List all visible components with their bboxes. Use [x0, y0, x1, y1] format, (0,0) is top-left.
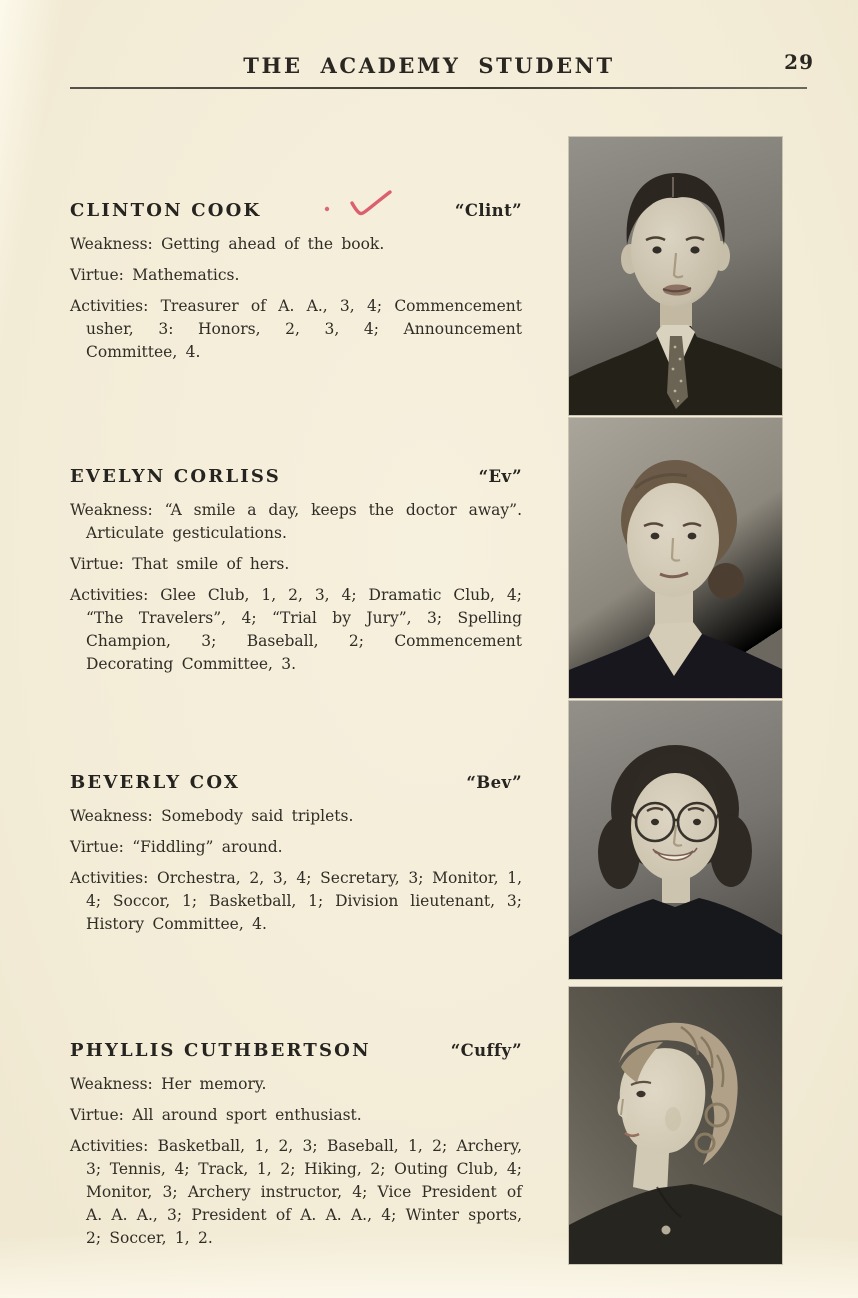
field-value: Her memory. [161, 1075, 267, 1093]
portrait-photo-clinton-cook [569, 137, 782, 415]
portrait-photo-phyllis-cuthbertson [569, 987, 782, 1264]
header-rule [70, 87, 807, 89]
field-value: Basketball, 1, 2, 3; Baseball, 1, 2; Archery, 3; Tennis, 4; Track, 1, 2; Hiking, 2; Outing Club, 4; Monitor, 3; Archery instructor, 4; Vice President of A. A. A., 3; President of A. A. A., 4; Winter sports, 2; Soccer, 1, 2. [86, 1137, 523, 1247]
field-label: Weakness: [70, 807, 153, 825]
page-number: 29 [784, 50, 814, 74]
field-value: All around sport enthusiast. [132, 1106, 362, 1124]
student-nickname: “Cuffy” [450, 1041, 522, 1060]
field-label: Virtue: [70, 838, 124, 856]
portrait-illustration [569, 701, 782, 979]
name-row [70, 200, 522, 221]
field-value: Orchestra, 2, 3, 4; Secretary, 3; Monitor, 1, 4; Soccor, 1; Basketball, 1; Division lieutenant, 3; History Committee, 4. [86, 869, 522, 933]
student-name: PHYLLIS CUTHBERTSON [70, 1040, 371, 1061]
weakness-field [70, 1073, 522, 1096]
page-title: THE ACADEMY STUDENT [243, 53, 615, 78]
field-label: Activities: [70, 869, 149, 887]
virtue-field [70, 264, 522, 287]
field-value: “A smile a day, keeps the doctor away”. Articulate gesticulations. [86, 501, 522, 542]
field-value: “Fiddling” around. [132, 838, 283, 856]
student-name: CLINTON COOK [70, 200, 262, 221]
field-label: Weakness: [70, 501, 153, 519]
portrait-illustration [569, 418, 782, 698]
field-label: Virtue: [70, 266, 124, 284]
student-name: EVELYN CORLISS [70, 466, 281, 487]
virtue-field [70, 553, 522, 576]
student-name: BEVERLY COX [70, 772, 241, 793]
name-row [70, 1040, 522, 1061]
field-label: Weakness: [70, 1075, 153, 1093]
student-nickname: “Ev” [478, 467, 522, 486]
virtue-field [70, 1104, 522, 1127]
field-label: Activities: [70, 297, 149, 315]
weakness-field [70, 499, 522, 545]
student-entry-clinton-cook [70, 200, 522, 372]
field-value: Mathematics. [132, 266, 240, 284]
virtue-field [70, 836, 522, 859]
portrait-photo-beverly-cox [569, 701, 782, 979]
red-checkmark-icon [320, 190, 404, 230]
portrait-illustration [569, 987, 782, 1264]
field-label: Virtue: [70, 555, 124, 573]
student-entry-evelyn-corliss [70, 466, 522, 684]
activities-field [70, 867, 522, 936]
field-label: Activities: [70, 586, 149, 604]
activities-field [70, 584, 522, 676]
field-label: Activities: [70, 1137, 149, 1155]
field-value: Getting ahead of the book. [161, 235, 385, 253]
weakness-field [70, 233, 522, 256]
field-value: That smile of hers. [132, 555, 290, 573]
weakness-field [70, 805, 522, 828]
student-nickname: “Clint” [454, 201, 522, 220]
portrait-photo-evelyn-corliss [569, 418, 782, 698]
student-entry-phyllis-cuthbertson [70, 1040, 522, 1258]
student-entry-beverly-cox [70, 772, 522, 944]
field-value: Somebody said triplets. [161, 807, 354, 825]
field-value: Glee Club, 1, 2, 3, 4; Dramatic Club, 4; “The Travelers”, 4; “Trial by Jury”, 3; Spelling Champion, 3; Baseball, 2; Commencement Decorating Committee, 3. [86, 586, 522, 673]
portrait-illustration [569, 137, 782, 415]
field-label: Weakness: [70, 235, 153, 253]
activities-field [70, 1135, 522, 1250]
student-nickname: “Bev” [466, 773, 522, 792]
field-label: Virtue: [70, 1106, 124, 1124]
name-row [70, 466, 522, 487]
activities-field [70, 295, 522, 364]
field-value: Treasurer of A. A., 3, 4; Commencement usher, 3: Honors, 2, 3, 4; Announcement Committee, 4. [86, 297, 522, 361]
name-row [70, 772, 522, 793]
